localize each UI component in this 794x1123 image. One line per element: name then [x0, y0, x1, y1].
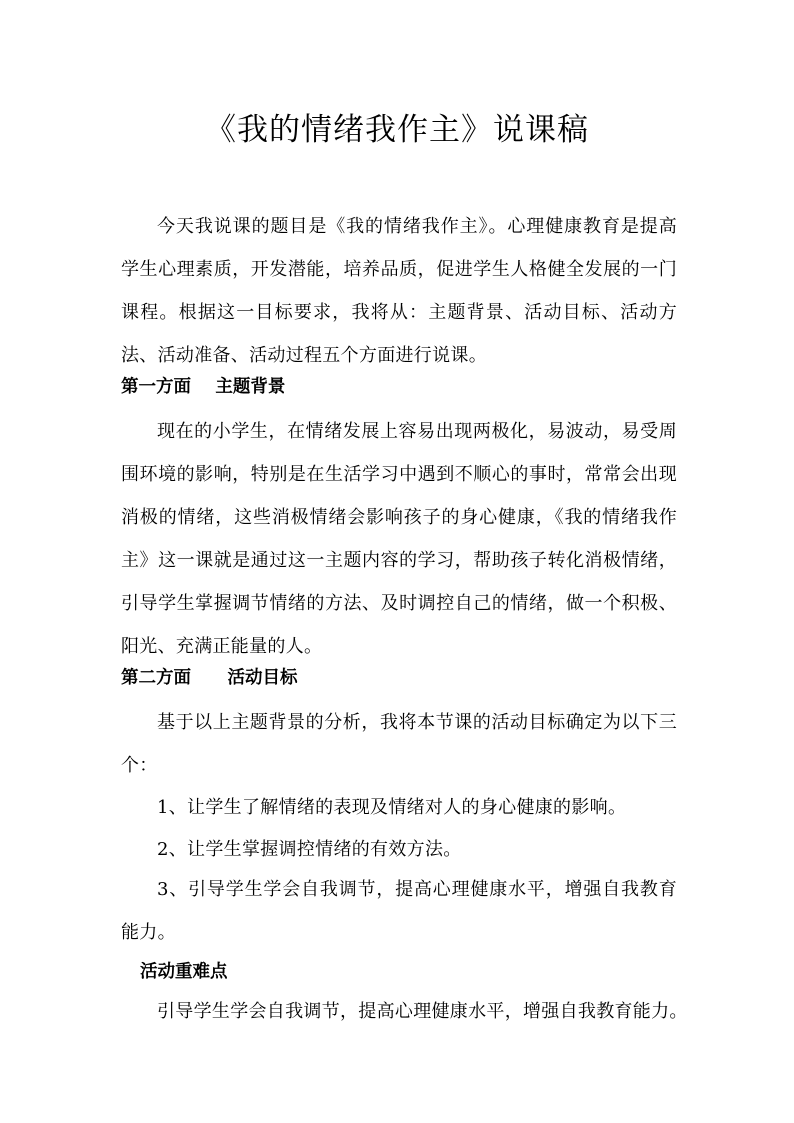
intro-paragraph: 今天我说课的题目是《我的情绪我作主》。心理健康教育是提高学生心理素质，开发潜能，培养品质，促进学生人格健全发展的一门课程。根据这一目标要求，我将从：主题背景、活动目标、活动方法、活动准备、活动过程五个方面进行说课。: [121, 216, 677, 366]
section-heading-key-points: 活动重难点: [140, 962, 228, 982]
goal-item-1: 1、让学生了解情绪的表现及情绪对人的身心健康的影响。: [157, 797, 627, 818]
document-title: 《我的情绪我作主》说课稿: [205, 112, 589, 148]
background-paragraph: 现在的小学生，在情绪发展上容易出现两极化，易波动，易受周围环境的影响，特别是在生活学习中遇到不顺心的事时，常常会出现消极的情绪，这些消极情绪会影响孩子的身心健康，《我的情绪我作主》这一课就是通过这一主题内容的学习，帮助孩子转化消极情绪，引导学生掌握调节情绪的方法、及时调控自己的情绪，做一个积极、阳光、充满正能量的人。: [121, 421, 677, 657]
goals-intro-paragraph: 基于以上主题背景的分析，我将本节课的活动目标确定为以下三个：: [121, 712, 677, 776]
key-points-paragraph: 引导学生学会自我调节，提高心理健康水平，增强自我教育能力。: [157, 1001, 688, 1022]
section-heading-background: 第一方面 主题背景: [121, 377, 286, 397]
section-heading-goals: 第二方面 活动目标: [121, 668, 298, 688]
goal-item-3: 3、引导学生学会自我调节，提高心理健康水平，增强自我教育能力。: [121, 879, 677, 943]
goal-item-2: 2、让学生掌握调控情绪的有效方法。: [157, 839, 462, 860]
